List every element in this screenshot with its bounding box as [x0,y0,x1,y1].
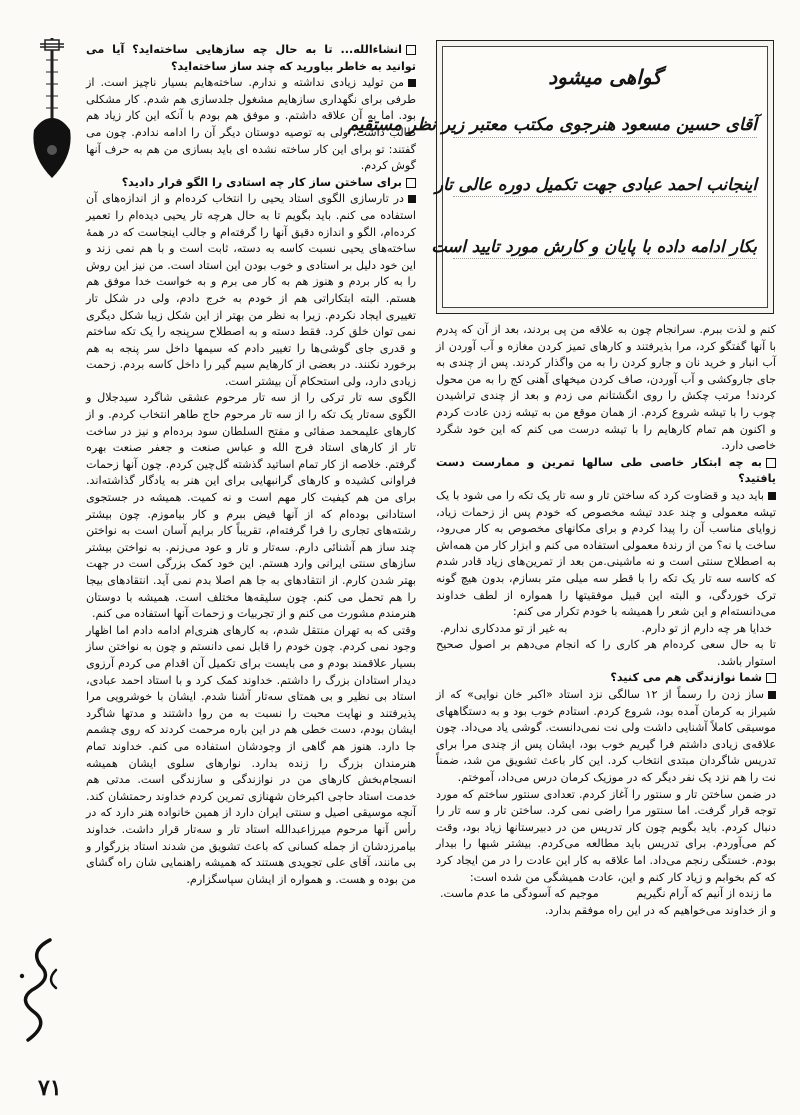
kerman-signature-logo [10,930,70,1050]
poem-line: ما زنده از آنیم که آرام نگیریم [636,887,772,901]
body-paragraph [436,322,776,455]
left-text-column [86,42,416,1067]
paragraph-text: و از خداوند می‌خواهیم که در این راه موفقم بدارد. [544,903,776,917]
body-paragraph [86,390,416,622]
setar-instrument-icon [26,38,78,188]
poem-line: خدایا هر چه دارم از تو دارم. [641,621,772,635]
question-marker-icon [766,673,776,683]
question-marker-icon [766,458,776,468]
poem-couplet [436,886,776,903]
answer-marker-icon [768,691,776,699]
question-marker-icon [406,178,416,188]
body-paragraph [436,637,776,670]
answer-text: من تولید زیادی نداشته و ندارم. ساخته‌هایم بسیار ناچیز است. از طرفی برای نگهداری سازهایم مشغول جلدسازی هم شدم. کار مشکلی بود. اما به آن علاقه داشتم. و موفق هم بودم با آنکه این کار زیاد هم طالب داشت، ولی به توصیه دوستان دیگر آن را ادامه ندادم. چون می گفتند: تو برای این کار ساخته نشده ای باید بسازی من هم به حرف آنها گوش کردم. [86,76,416,173]
question-text: شما نوازندگی هم می کنید؟ [610,671,762,685]
interview-answer [436,687,776,787]
question-marker-icon [406,45,416,55]
page-number: ۷۱ [38,1075,62,1101]
question-text: به چه ابتکار خاصی طی سالها تمرین و ممارست دست یافتید؟ [436,455,776,486]
interview-question [86,175,416,192]
certificate-line-2: آقای حسین مسعود هنرجوی مکتب معتبر زیر نظر مستقیم [453,115,757,138]
body-paragraph [86,623,416,889]
paragraph-text: تا به حال سعی کرده‌ام هر کاری را که انجام می‌دهم بر اصول صحیح استوار باشد. [436,638,776,668]
poem-line: به غیر از تو مددکاری ندارم. [440,621,568,635]
certificate-frame [347,46,768,308]
answer-marker-icon [408,79,416,87]
interview-question [436,670,776,687]
paragraph-text: الگوی سه تار ترکی را از سه تار مرحوم عشقی شاگرد سیدجلال و الگوی سه‌تار یک تکه را از سه تار مرحوم حاج طاهر انتخاب کردم. و از کارهای علیمحمد صفائی و مفتح السلطان سود برده‌ام و نیز در ساخت تار از کارهای استاد فرج الله و عباس صنعت و جعفر صنعت بهره گرفتم. خلاصه از کار تمام اساتید گذشته گل‌چین کردم. چون آنها زحمات فراوانی کشیده و کارهای گرانبهایی برای این هنر به یادگار گذاشته‌اند. برای من هم کیفیت کار مهم است و نه کمیت. همیشه در جستجوی استادانی بوده‌ام که از آنها فیض ببرم و کار بیاموزم. چون بیشتر رشته‌های تجاری را فرا گرفته‌ام، تقریباً کار برایم آسان است به نواختن چند ساز هم آشنائی دارم. سه‌تار و تار و عود می‌زنم. به نواختن بیشتر سازهای سنتی ایرانی وارد هستم. این خود کمک بزرگی است در جهت بهتر شدن کارم. از انتقادهای به جا هم اصلا بدم نمی آید. انتقادهای بیجا را هم تحمل می کنم. چون سلیقه‌ها مختلف است. همیشه با دوستان هنرمندم مشورت می کنم و از تجربیات و زحمات آنها استفاده می کنم. [86,391,416,621]
body-paragraph [436,787,776,887]
interview-answer [86,75,416,175]
answer-text: باید دید و قضاوت کرد که ساختن تار و سه تار یک تکه را می شود با یک تیشه معمولی و چند عدد تیشه مخصوص که خودم پس از زحمات زیاد، زوایای مناسب آن را پیدا کردم و برای مکانهای مخصوص به کار می‌رود، ساخت یا نه؟ من از رندهٔ معمولی استفاده می کنم و ابزار کار من همه‌اش به اصطلاح سنتی است و نه ماشینی.من بعد از تمرین‌های زیاد قادر شدم که کاسه سه تار یک تکه را با قطر سه میلی متر بسازم، بدون هیچ گونه ترک خوردگی، و البته این قبیل موفقیتها را همواره از لطف خداوند می‌دانسته‌ام و این شعر را همیشه با خودم تکرار می کنم: [436,488,776,619]
body-paragraph [436,903,776,920]
interview-question [436,455,776,488]
certificate-line-4: بکار ادامه داده با پایان و کارش مورد تایید است [453,237,757,259]
interview-answer [86,191,416,390]
interview-answer [436,488,776,621]
interview-question [86,42,416,75]
poem-line: موجیم که آسودگی ما عدم ماست. [440,887,599,901]
paragraph-text: وقتی که به تهران منتقل شدم، به کارهای هنری‌ام ادامه دادم اما اظهار وجود نمی کردم. چون خودم را قابل نمی دانستم و چون به نواختن ساز بسیار علاقمند بودم و می بایست برای تکمیل آن اقدام می کردم آرزوی دیدار استادان بزرگ را داشتم. خداوند کمک کرد و با استاد احمد عبادی، استاد بی نظیر و بی همتای سه‌تار آشنا شدم. ایشان با خوشرویی مرا پذیرفتند و نهایت محبت را نسبت به من روا داشتند و مدتها شاگرد ایشان بودم، دست خطی هم در این باره مرحمت کردند که روی چشمم جا دارد. هنوز هم گاهی از وجودشان استفاده می کنم. خداوند تمام هنرمندان بزرگ را زنده بدارد. نوارهای سلوی ایشان همیشه انسجام‌بخش کارهای من در نوازندگی و سازندگی است. مدتی هم خدمت استاد حاجی اکبرخان شهنازی تمرین کردم خداوند رحمتشان کند. آنچه موسیقی اصیل و سنتی ایران دارد از همین خانواده هنر دارد که در رأس آنها مرحوم میرزاعبدالله استاد تار و سه‌تار قرار داشت. خداوند بیامرزدشان از جمله کسانی که باعث تشویق من شدند استاد بزرگوار و بی مانند، آقای علی تجویدی هستند که همیشه راهنمایی شان راه گشای من بوده و هست. و همواره از ایشان سپاسگزارم. [86,623,416,886]
right-text-column [436,322,776,1070]
handwritten-certificate [347,40,774,314]
question-text: برای ساختن ساز کار چه استادی را الگو قرار دادید؟ [121,175,402,189]
answer-text: در تارسازی الگوی استاد یحیی را انتخاب کرده‌ام و از اندازه‌های آن استفاده می کنم. باید بگویم تا به حال هرچه تار یحیی دیده‌ام را تعمیر کرده‌ام، الگو و اندازه دقیق آنها را گرفته‌ام و جالب اینجاست که در همهٔ ساخته‌های یحیی نسبت کاسه به دسته، ثابت است و با هم نمی زند و این خود دلیل بر استادی و خوب بودن این استاد است. من نیز این روش را به کار بردم و هنوز هم به کار می برم و به خواست خدا موفق هم هستم. البته ابتکاراتی هم از خودم به خرج دادم، ولی در شکل تار تغییری ایجاد نکردم. زیرا به نظر من بهتر از این شکل زیبا شکل دیگری نمی توان خلق کرد. فقط دسته و به اصطلاح سرپنجه را یک تکه ساختم و قدری جای گوشی‌ها را تغییر دادم که سیمها داخل سر پنجه به هم برخورد نکنند. در بعضی از کارهایم سیم گیر را داخل کاسه بردم. زحمت زیادی دارد، ولی استحکام آن بیشتر است. [86,192,416,388]
answer-marker-icon [408,195,416,203]
certificate-line-3: اینجانب احمد عبادی جهت تکمیل دوره عالی تار [453,175,757,197]
paragraph-text: در ضمن ساختن تار و سنتور را آغاز کردم. تعدادی سنتور ساختم که مورد توجه قرار گرفت. اما سنتور مرا راضی نمی کرد. ساختن تار و سه تار را دنبال کردم. باید بگویم چون کار تدریس من در دبیرستانها زیاد بود، وقت کم می‌آوردم. برای تدریس باید مطالعه می‌کردم. بیشتر شبها را بیدار بودم. خستگی رنجم می‌داد. اما علاقه به کار این عادت را در من ایجاد کرد که کم بخوابم و زیاد کار کنم و این، عادت همیشگی من شده است: [436,787,776,884]
paragraph-text: کنم و لذت ببرم. سرانجام چون به علاقه من پی بردند، بعد از آن که پدرم با آنها گفتگو کرد، مرا بذیرفتند و کارهای تمیز کردن مغازه و آب آوردن از آب انبار و خرید نان و جارو کردن را به من واگذار کردند. پس از چندی به جای جاروکشی و آب آوردن، صاف کردن میخهای آهنی کج را به من محول کردند! مرتب چکش را روی انگشتانم می زدم و بعد از چندی تراشیدن چوب را با تیشه شروع کردم. از همان موقع من به تیشه زدن عادت کردم و اکنون هم تمام کارهایم را با تیشه درست می کنم که این خود شگرد خاصی دارد. [436,323,776,453]
poem-couplet [436,621,776,638]
answer-text: ساز زدن را رسماً از ۱۲ سالگی نزد استاد «اکبر خان نوایی» که از شیراز به کرمان آمده بود، شروع کردم. استادم خوب بود و به دستگاههای موسیقی کاملاً آشنایی داشت ولی نت نمی‌دانست. گوشی یاد می‌داد. چون علاقه‌ی زیادی داشتم فرا گیریم خوب بود، ایشان پس از چندی مرا برای تدریس شاگردان مبتدی انتخاب کرد. این کار باعث تشویق من شد، ضمناً نت را هم نزد یک نفر دیگر که در موزیک کرمان درس می‌داد، آموختم. [436,688,776,785]
certificate-line-1: گواهی میشود [548,65,662,89]
answer-marker-icon [768,492,776,500]
question-text: انشاءالله... تا به حال چه سازهایی ساخته‌اید؟ آیا می توانید به خاطر بیاورید که چند ساز ساخته‌اید؟ [86,43,416,73]
